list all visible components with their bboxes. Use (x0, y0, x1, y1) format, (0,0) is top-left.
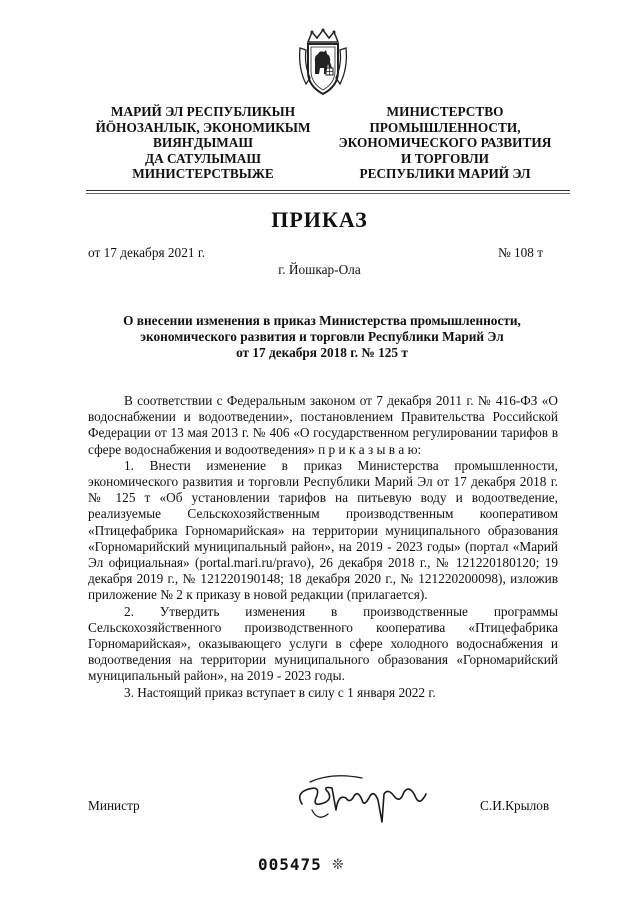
coat-of-arms-icon (296, 28, 350, 98)
signatory-title: Министр (88, 798, 140, 813)
body-paragraph-preamble: В соответствии с Федеральным законом от 7 декабря 2011 г. № 416-ФЗ «О водоснабжении и водоотведении», постановлением Правительства Российской Федерации от 13 мая 2013 г. № 406 «О государственном регулировании тарифов в сфере водоснабжения и водоотведения» п р и к а з ы в а ю: (88, 393, 558, 457)
header-left-line: ЙӦНОЗАНЛЫК, ЭКОНОМИКЫМ (95, 119, 311, 135)
header-right-line: РЕСПУБЛИКИ МАРИЙ ЭЛ (359, 166, 531, 181)
document-body (88, 393, 558, 701)
header-right-line: ПРОМЫШЛЕННОСТИ, (369, 119, 521, 135)
subject-line: экономического развития и торговли Республики Марий Эл (140, 329, 504, 344)
header-left-line: ВИЯҤДЫМАШ (152, 135, 254, 150)
header-right-line: ЭКОНОМИЧЕСКОГО РАЗВИТИЯ (338, 135, 552, 150)
header-left-line: ДА САТУЛЫМАШ (144, 150, 262, 166)
header-divider (86, 190, 570, 191)
form-serial-number: 005475 (258, 855, 322, 874)
header-left-line: МИНИСТЕРСТВЫЖЕ (132, 166, 274, 181)
handwritten-signature (292, 764, 442, 834)
header-left-line: МАРИЙ ЭЛ РЕСПУБЛИКЫН (110, 104, 296, 119)
signatory-name: С.И.Крылов (480, 798, 550, 813)
document-title: ПРИКАЗ (271, 207, 368, 232)
body-paragraph-item-2: 2. Утвердить изменения в производственные программы Сельскохозяйственного производственного кооператива «Птицефабрика Горномарийская», оказывающего услуги в сфере холодного водоснабжения и водоотведения на территории муниципального образования «Горномарийский муниципальный район», на 2019 - 2023 годы. (88, 603, 558, 684)
subject-line: О внесении изменения в приказ Министерства промышленности, (123, 313, 521, 328)
document-date: от 17 декабря 2021 г. (88, 245, 206, 260)
document-subject (92, 313, 552, 361)
document-number: № 108 т (498, 245, 544, 260)
asterisk-icon: ❊ (332, 857, 344, 873)
subject-line: от 17 декабря 2018 г. № 125 т (236, 345, 408, 360)
body-paragraph-item-3: 3. Настоящий приказ вступает в силу с 1 января 2022 г. (124, 684, 436, 700)
header-right-line: МИНИСТЕРСТВО (386, 104, 504, 119)
body-paragraph-item-1: 1. Внести изменение в приказ Министерства промышленности, экономического развития и торговли Республики Марий Эл от 17 декабря 2018 г. № 125 т «Об установлении тарифов на питьевую воду и водоотведение, реализуемые Сельскохозяйственным производственным кооперативом «Птицефабрика Горномарийская» на территории муниципального образования «Горномарийский муниципальный район», на 2019 - 2023 годы» (портал «Марий Эл официальная» (portal.mari.ru/pravo), 26 декабря 2018 г., № 121220180120; 19 декабря 2019 г., № 121220190148; 18 декабря 2020 г., № 121220200098), изложив приложение № 2 к приказу в новой редакции (прилагается). (88, 457, 558, 603)
header-right-block (330, 104, 560, 182)
document-city: г. Йошкар-Ола (278, 262, 361, 277)
header-right-line: И ТОРГОВЛИ (401, 150, 489, 166)
header-left-block (82, 104, 324, 182)
header-divider-thin (86, 193, 570, 194)
